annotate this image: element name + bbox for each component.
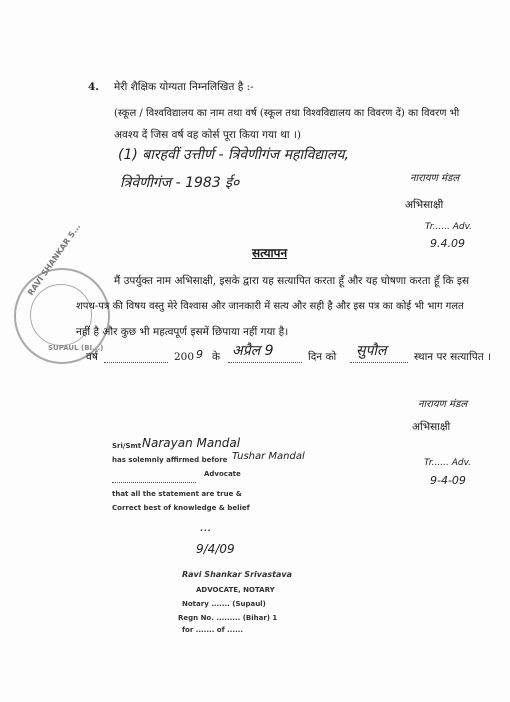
seal-text-top: RAVI SHANKAR S... — [26, 222, 83, 298]
stamp-line-2: Advocate — [204, 470, 241, 478]
advocate-initial-1: Tr...... Adv. — [425, 222, 473, 232]
verification-line-2: शपथ-पत्र की विषय वस्तु मेरे विश्वास और जानकारी में सत्य और सही है और इस पत्र का कोई भी भाग गलत — [76, 301, 464, 312]
section-title: सत्यापन — [252, 246, 288, 260]
deponent-label-1: अभिसाक्षी — [405, 199, 444, 211]
date-line-din-ko: दिन को — [308, 351, 337, 363]
date-line-year-handwritten: 9 — [196, 348, 203, 361]
date-line-suffix: स्थान पर सत्यापित । — [414, 351, 492, 363]
verification-line-3: नहीं है और कुछ भी महत्वपूर्ण इसमें छिपाया नहीं गया है। — [76, 326, 289, 338]
notary-signature: ... — [200, 520, 212, 534]
stamp-name-handwritten: Narayan Mandal — [142, 436, 241, 450]
verification-line-1: मैं उपर्युक्त नाम अभिसाक्षी, इसके द्वारा यह सत्यापित करता हूँ और यह घोषणा करता हूँ कि इस — [114, 275, 470, 287]
month-blank — [228, 362, 302, 363]
signature-date-1: 9.4.09 — [430, 237, 465, 250]
date-line-year: 200 — [174, 351, 195, 363]
signature-date-2: 9-4-09 — [430, 474, 466, 487]
item-text: मेरी शैक्षिक योग्यता निम्नलिखित है :- — [114, 81, 254, 93]
notary-line-3: Regn No. ......... (Bihar) 1 — [178, 614, 278, 622]
date-line-prefix: वर्ष — [86, 351, 98, 363]
handwritten-qualification-line-2: त्रिवेणीगंज - 1983 ई० — [120, 175, 240, 191]
date-line-ke: के — [212, 351, 221, 363]
stamp-line-3: that all the statement are true & — [112, 490, 242, 498]
notary-line-4: for ....... of ...... — [182, 626, 244, 634]
stamp-name-label: Sri/Smt — [112, 442, 142, 450]
stamp-line-4: Correct best of knowledge & belief — [112, 504, 250, 512]
stamp-line-1: has solemnly affirmed before — [112, 456, 228, 464]
notary-line-1: ADVOCATE, NOTARY — [196, 586, 275, 594]
notary-line-2: Notary ....... (Supaul) — [182, 600, 266, 608]
deponent-signature-1: नारायण मंडल — [410, 173, 460, 184]
item-number: 4. — [88, 81, 99, 93]
date-line-place-handwritten: सुपौल — [356, 343, 387, 359]
year-blank — [104, 362, 168, 363]
instruction-line-1: (स्कूल / विश्वविद्यालय का नाम तथा वर्ष (स्कूल तथा विश्वविद्यालय का विवरण दें) का विवरण भी — [114, 108, 460, 119]
seal-text-bottom: SUPAUL (BI...) — [48, 344, 104, 352]
advocate-initial-2: Tr...... Adv. — [424, 458, 472, 468]
deponent-signature-2: नारायण मंडल — [418, 399, 468, 410]
instruction-line-2: अवश्य दें जिस वर्ष वह कोर्स पूरा किया गया था ।) — [114, 129, 301, 141]
stamp-blank — [112, 482, 196, 483]
notary-date: 9/4/09 — [196, 542, 235, 556]
stamp-identifier-handwritten: Tushar Mandal — [232, 451, 305, 462]
date-line-month-handwritten: अप्रैल 9 — [232, 343, 274, 359]
deponent-label-2: अभिसाक्षी — [412, 421, 451, 433]
notary-name: Ravi Shankar Srivastava — [182, 570, 292, 579]
handwritten-qualification-line-1: (1) बारहवीं उत्तीर्ण - त्रिवेणीगंज महाविद्यालय, — [118, 147, 349, 163]
place-blank — [350, 362, 408, 363]
